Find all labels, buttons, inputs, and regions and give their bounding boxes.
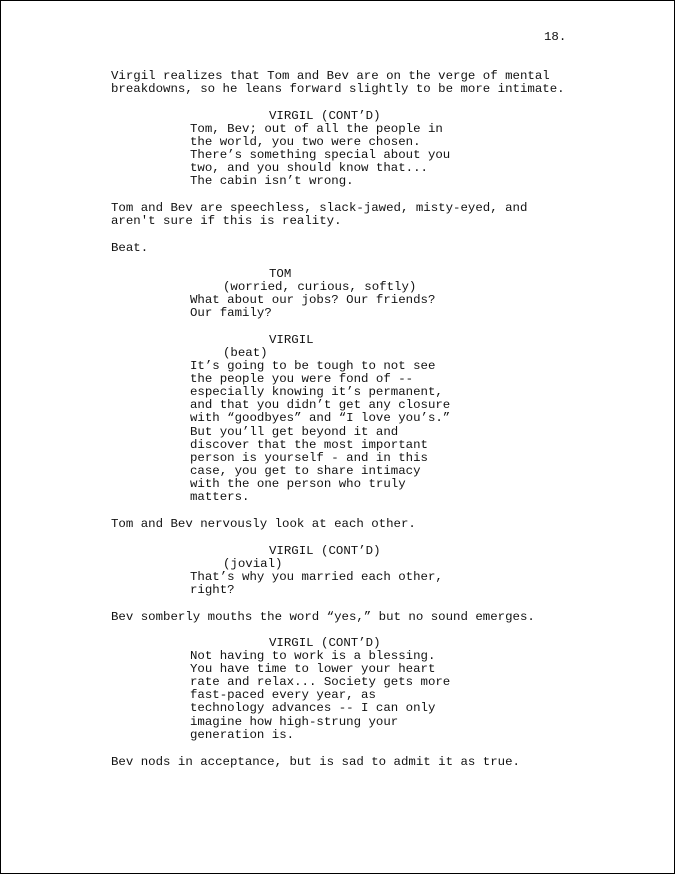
dialogue-line: You have time to lower your heart bbox=[190, 662, 436, 677]
dialogue-line: fast-paced every year, as bbox=[190, 688, 376, 703]
action-line: breakdowns, so he leans forward slightly to be more intimate. bbox=[111, 82, 565, 97]
parenthetical: (jovial) bbox=[223, 557, 283, 571]
dialogue-line: the people you were fond of -- bbox=[190, 372, 414, 387]
dialogue-line: case, you get to share intimacy bbox=[190, 463, 421, 478]
dialogue-line: Tom, Bev; out of all the people in bbox=[190, 122, 443, 136]
dialogue-line: But you’ll get beyond it and bbox=[190, 424, 399, 439]
dialogue-line: two, and you should know that... bbox=[190, 161, 428, 176]
action-line: aren't sure if this is reality. bbox=[111, 214, 342, 229]
dialogue-line: generation is. bbox=[190, 727, 295, 742]
dialogue-line: right? bbox=[190, 583, 235, 598]
character-cue: VIRGIL (CONT’D) bbox=[269, 636, 381, 650]
action-line: Bev somberly mouths the word “yes,” but no sound emerges. bbox=[111, 610, 535, 624]
dialogue-line: Our family? bbox=[190, 306, 272, 321]
character-cue: VIRGIL (CONT’D) bbox=[269, 544, 381, 558]
dialogue-line: That’s why you married each other, bbox=[190, 570, 443, 584]
dialogue-line: with “goodbyes” and “I love you’s.” bbox=[190, 411, 451, 426]
action-line: Bev nods in acceptance, but is sad to admit it as true. bbox=[111, 755, 520, 769]
dialogue-line: person is yourself - and in this bbox=[190, 450, 428, 465]
parenthetical: (worried, curious, softly) bbox=[223, 280, 417, 294]
dialogue-line: technology advances -- I can only bbox=[190, 701, 436, 716]
dialogue-line: Not having to work is a blessing. bbox=[190, 649, 436, 663]
dialogue-line: imagine how high-strung your bbox=[190, 714, 399, 729]
dialogue-line: matters. bbox=[190, 490, 250, 504]
action-line: Tom and Bev are speechless, slack-jawed, misty-eyed, and bbox=[111, 201, 528, 215]
dialogue-line: What about our jobs? Our friends? bbox=[190, 293, 436, 307]
parenthetical: (beat) bbox=[223, 346, 268, 360]
character-cue: VIRGIL (CONT’D) bbox=[269, 109, 381, 123]
dialogue-line: with the one person who truly bbox=[190, 476, 406, 491]
action-line: Virgil realizes that Tom and Bev are on the verge of mental bbox=[111, 69, 550, 83]
dialogue-line: There’s something special about you bbox=[190, 148, 451, 163]
dialogue-line: The cabin isn’t wrong. bbox=[190, 174, 354, 189]
dialogue-line: and that you didn’t get any closure bbox=[190, 398, 451, 413]
action-line: Beat. bbox=[111, 241, 149, 255]
character-cue: VIRGIL bbox=[269, 333, 314, 347]
page-number: 18. bbox=[544, 30, 567, 44]
dialogue-line: rate and relax... Society gets more bbox=[190, 675, 451, 690]
dialogue-line: especially knowing it’s permanent, bbox=[190, 385, 443, 400]
dialogue-line: the world, you two were chosen. bbox=[190, 135, 421, 150]
dialogue-line: It’s going to be tough to not see bbox=[190, 359, 436, 373]
action-line: Tom and Bev nervously look at each other. bbox=[111, 517, 416, 531]
dialogue-line: discover that the most important bbox=[190, 437, 428, 452]
character-cue: TOM bbox=[269, 267, 292, 281]
